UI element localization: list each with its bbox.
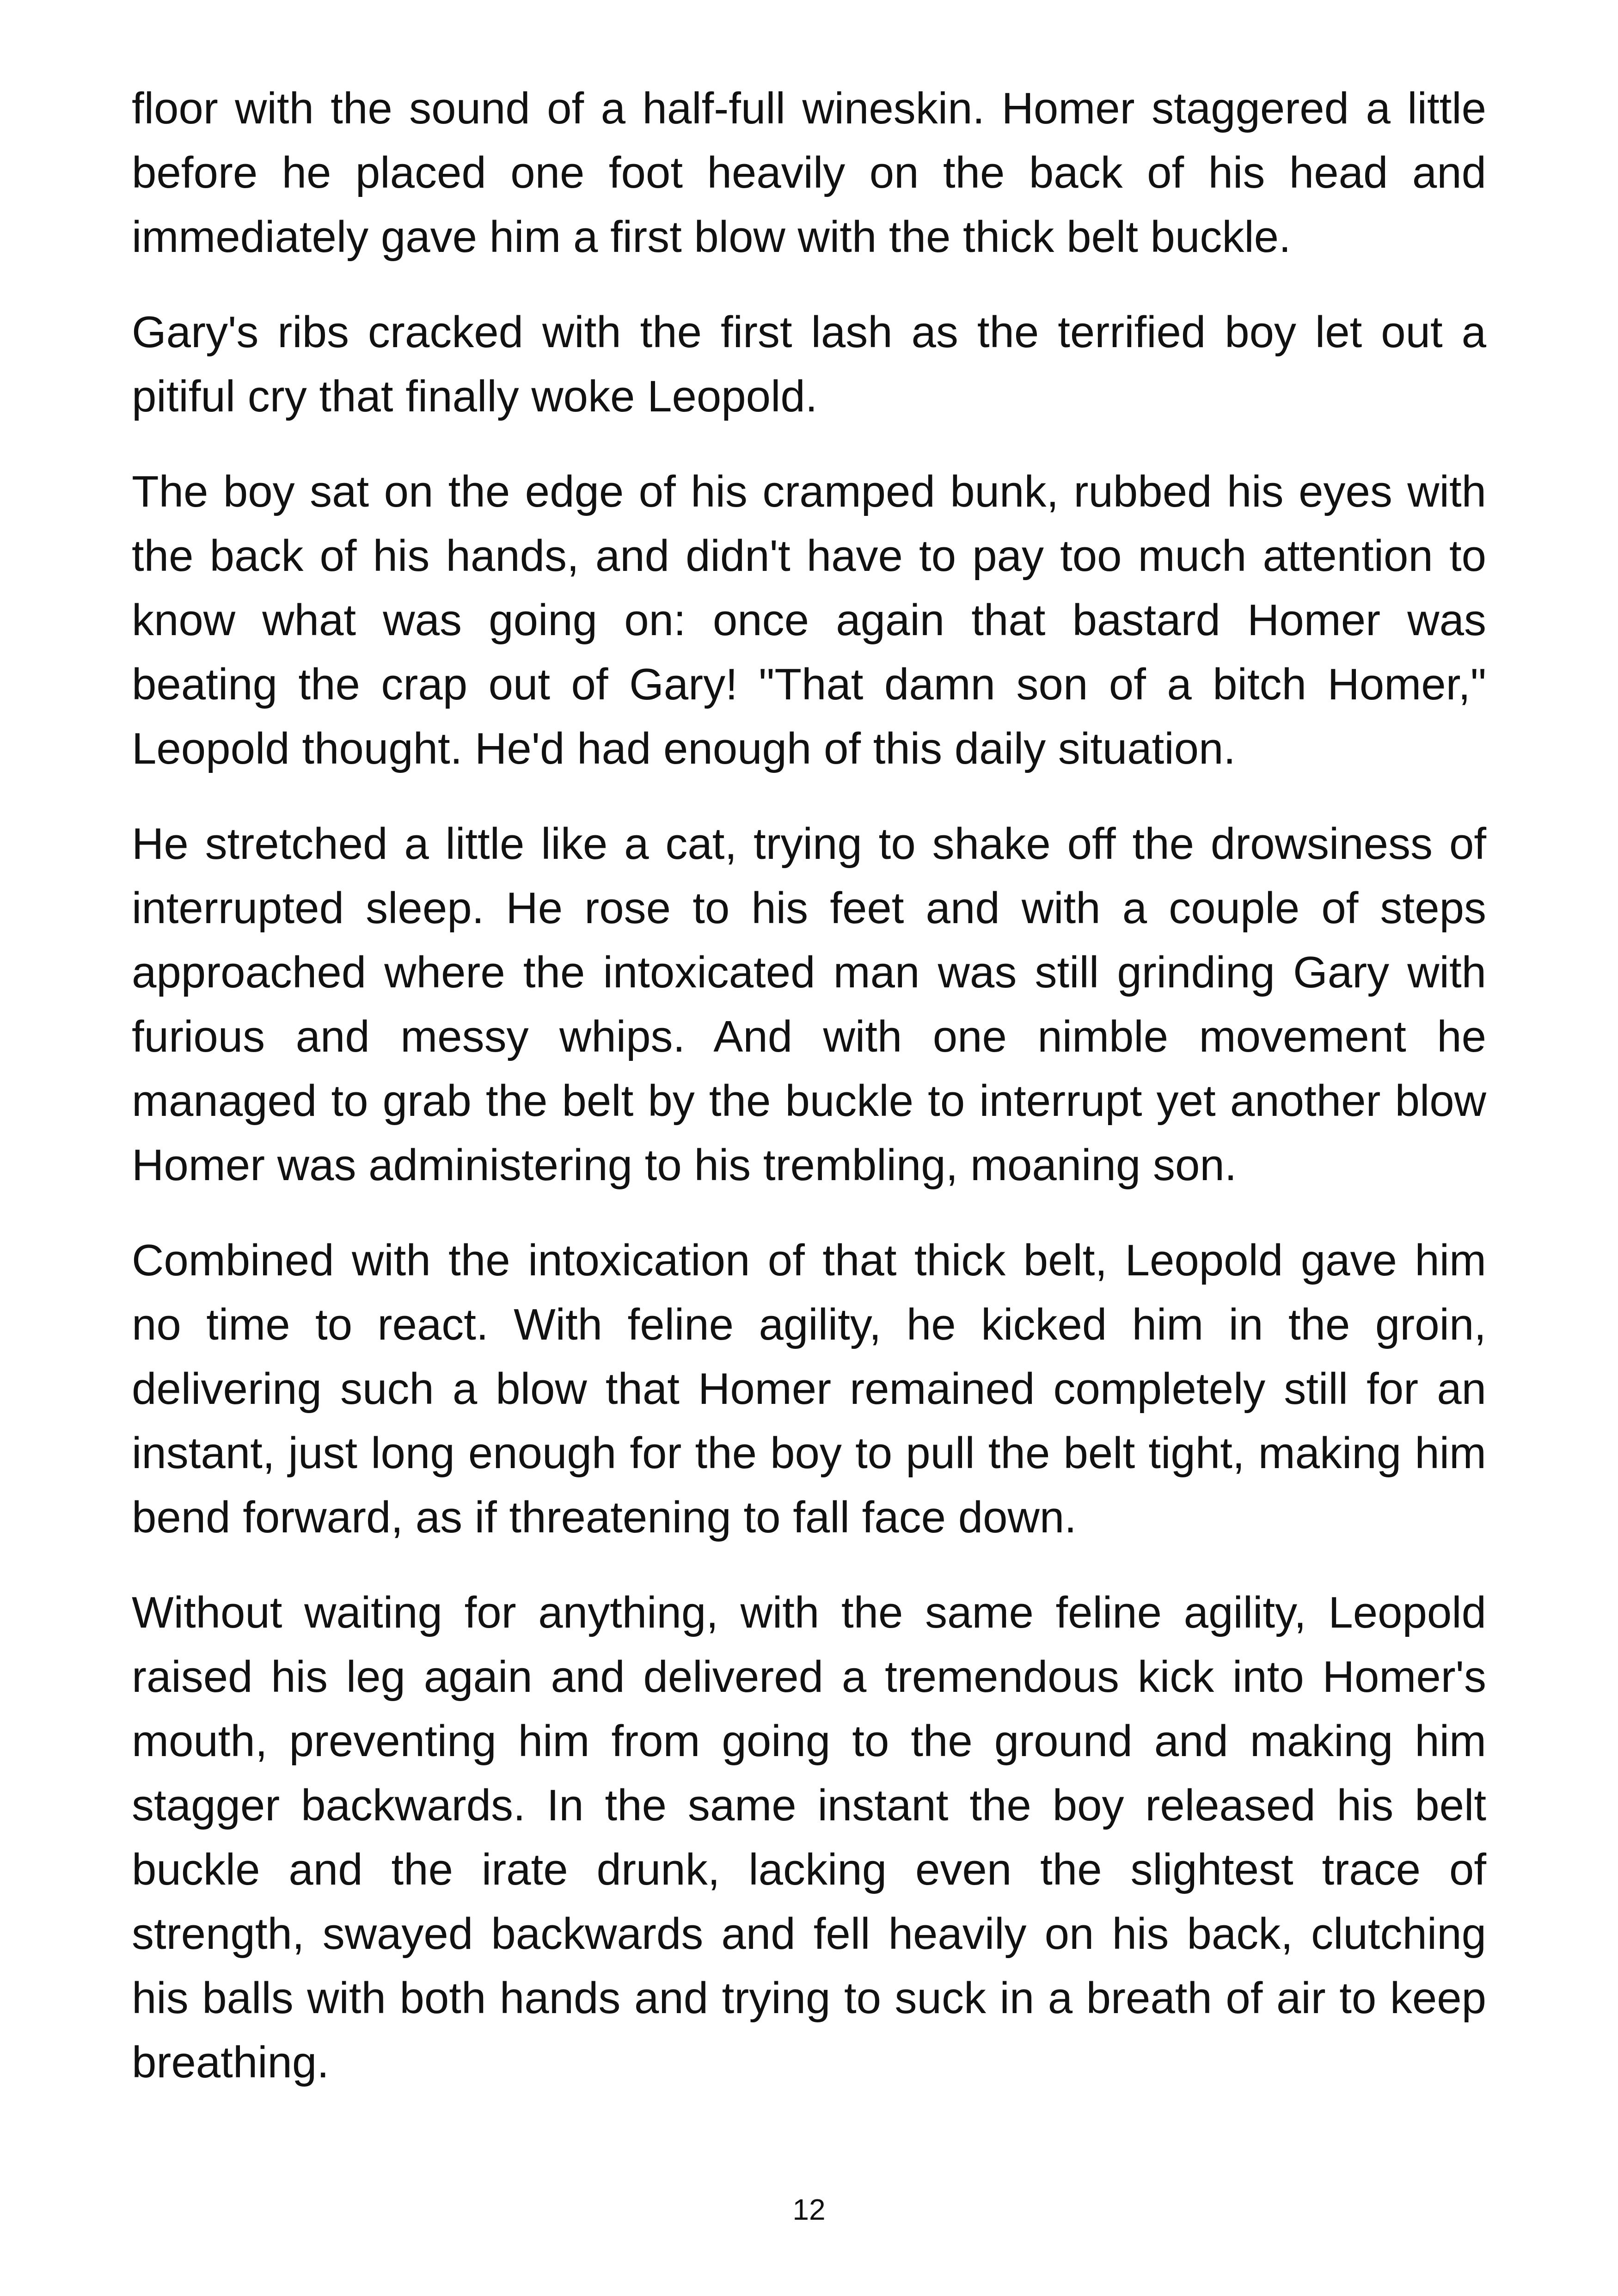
paragraph: floor with the sound of a half-full wineskin. Homer staggered a little before he placed one foot heavily on the back of his head and immediately gave him a first blow with the thick belt buckle.: [132, 84, 1486, 262]
paragraph: He stretched a little like a cat, trying to shake off the drowsiness of interrupted sleep. He rose to his feet and with a couple of steps approached where the intoxicated man was still grinding Gary with furious and messy whips. And with one nimble movement he managed to grab the belt by the buckle to interrupt yet another blow Homer was administering to his trembling, moaning son.: [132, 819, 1486, 1190]
paragraph: Without waiting for anything, with the same feline agility, Leopold raised his leg again and delivered a tremendous kick into Homer's mouth, preventing him from going to the ground and making him stagger backwards. In the same instant the boy released his belt buckle and the irate drunk, lacking even the slightest trace of strength, swayed backwards and fell heavily on his back, clutching his balls with both hands and trying to suck in a breath of air to keep breathing.: [132, 1588, 1486, 2087]
page-number: 12: [792, 2193, 826, 2226]
paragraph: Gary's ribs cracked with the first lash as the terrified boy let out a pitiful cry that finally woke Leopold.: [132, 307, 1486, 421]
paragraph: Combined with the intoxication of that thick belt, Leopold gave him no time to react. With feline agility, he kicked him in the groin, delivering such a blow that Homer remained completely still for an instant, just long enough for the boy to pull the belt tight, making him bend forward, as if threatening to fall face down.: [132, 1236, 1486, 1542]
paragraph: The boy sat on the edge of his cramped bunk, rubbed his eyes with the back of his hands, and didn't have to pay too much attention to know what was going on: once again that bastard Homer was beating the crap out of Gary! "That damn son of a bitch Homer," Leopold thought. He'd had enough of this daily situation.: [132, 467, 1486, 773]
body-text: [132, 76, 1486, 2125]
